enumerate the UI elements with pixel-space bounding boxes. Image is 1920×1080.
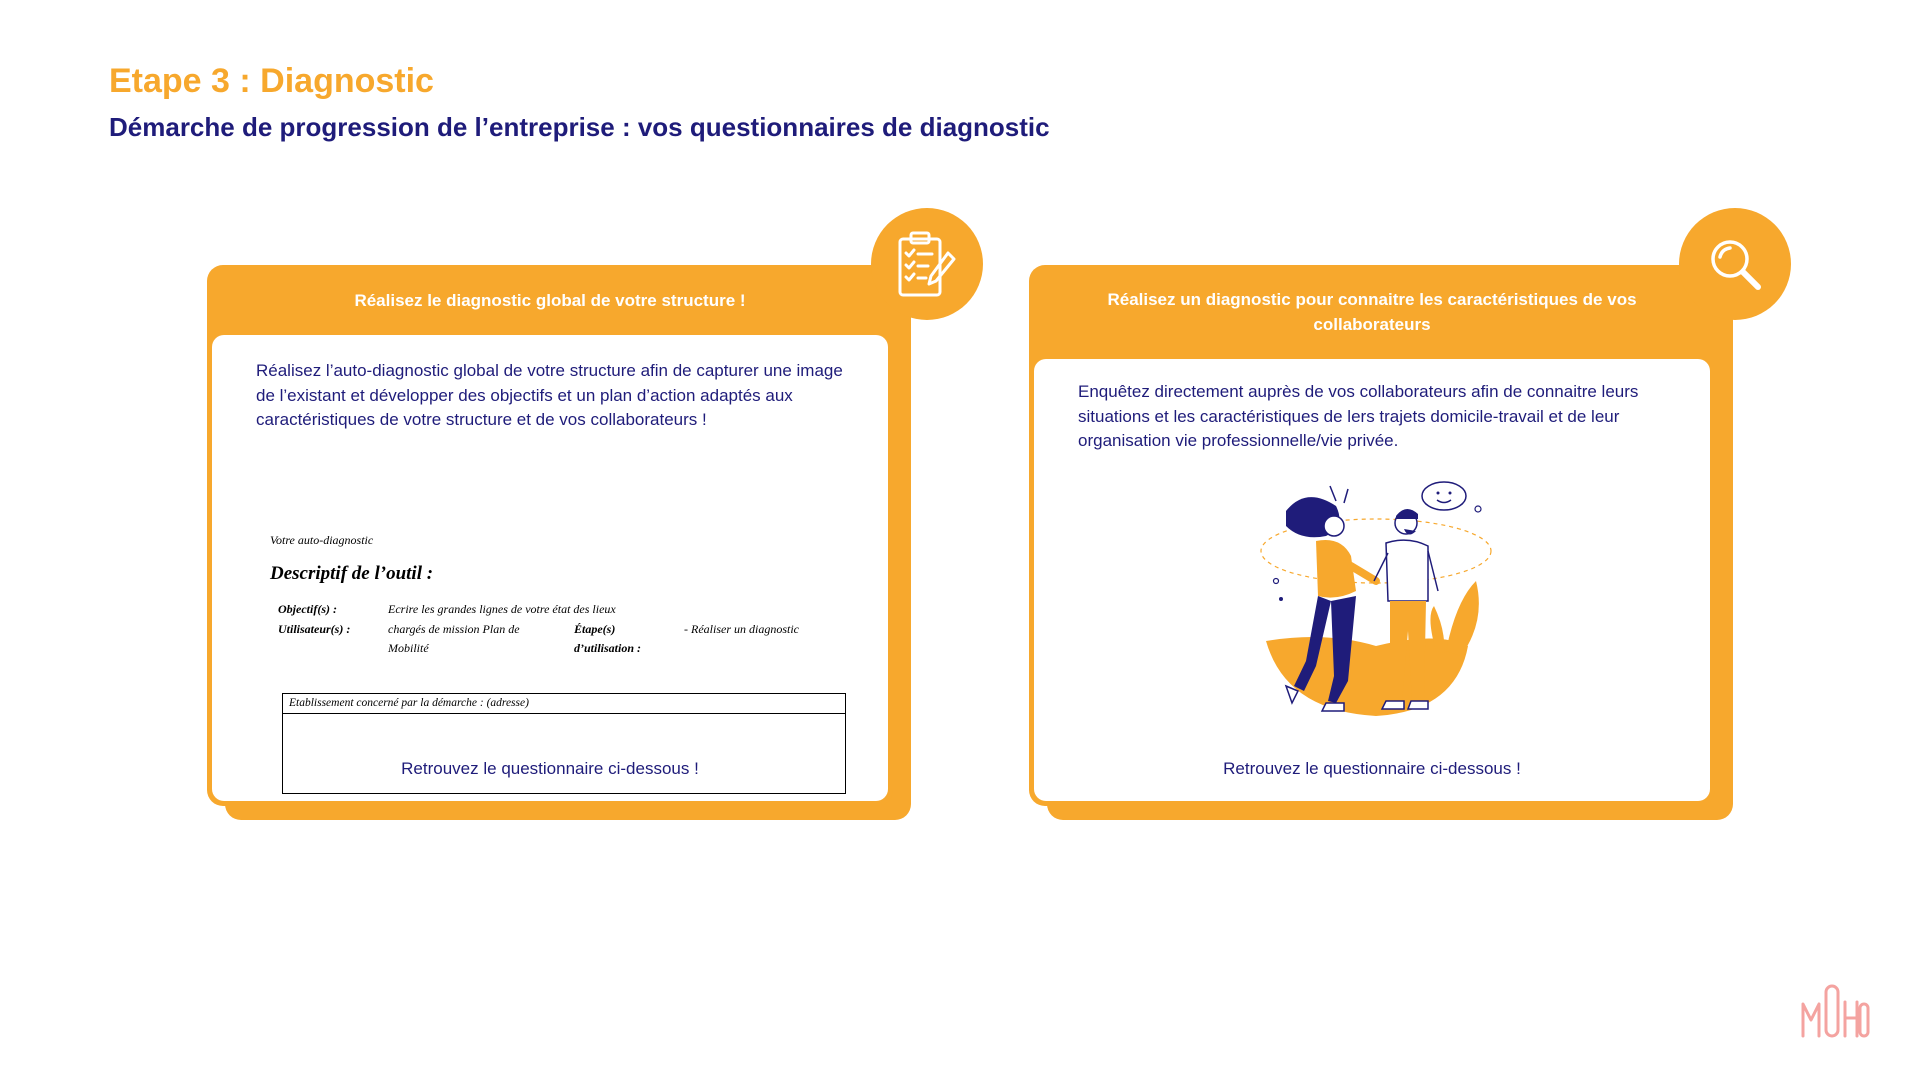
card-heading: Réalisez un diagnostic pour connaitre les caractéristiques de vos collaborateurs bbox=[1107, 290, 1637, 334]
etapes-label-2: d’utilisation : bbox=[574, 641, 642, 655]
etapes-label-1: Étape(s) bbox=[574, 622, 616, 636]
utilisateurs-value-1: chargés de mission Plan de bbox=[388, 622, 520, 636]
page-title: Etape 3 : Diagnostic bbox=[109, 62, 434, 100]
preview-caption: Votre auto-diagnostic bbox=[270, 533, 374, 547]
card-global-diagnostic bbox=[207, 265, 893, 806]
card-body bbox=[212, 335, 888, 801]
card-collaborators-diagnostic bbox=[1029, 265, 1715, 806]
preview-heading: Descriptif de l’outil : bbox=[270, 563, 434, 584]
card-cta[interactable]: Retrouvez le questionnaire ci-dessous ! bbox=[1223, 759, 1521, 778]
clipboard-checklist-icon bbox=[871, 208, 983, 320]
objectifs-label: Objectif(s) : bbox=[278, 602, 337, 616]
moho-logo bbox=[1800, 978, 1870, 1045]
card-heading: Réalisez le diagnostic global de votre structure ! bbox=[354, 290, 746, 310]
card-description: Enquêtez directement auprès de vos collaborateurs afin de connaitre leurs situations et les caractéristiques de lers trajets domicile-travail et de leur organisation vie professionnelle/vie privée. bbox=[1078, 382, 1639, 450]
utilisateurs-value-2: Mobilité bbox=[388, 641, 429, 655]
handshake-illustration bbox=[1256, 481, 1496, 721]
card-cta[interactable]: Retrouvez le questionnaire ci-dessous ! bbox=[401, 759, 699, 778]
card-description: Réalisez l’auto-diagnostic global de votre structure afin de capturer une image de l’existant et développer des objectifs et un plan d’action adaptés aux caractéristiques de votre structure et de vos collaborateurs ! bbox=[256, 361, 843, 429]
etapes-value: - Réaliser un diagnostic bbox=[684, 622, 799, 636]
page-subtitle: Démarche de progression de l’entreprise : vos questionnaires de diagnostic bbox=[109, 112, 1050, 142]
magnifier-icon bbox=[1679, 208, 1791, 320]
card-body bbox=[1034, 359, 1710, 801]
address-box-label: Etablissement concerné par la démarche : (adresse) bbox=[283, 694, 845, 714]
objectifs-value: Ecrire les grandes lignes de votre état des lieux bbox=[388, 602, 616, 616]
utilisateurs-label: Utilisateur(s) : bbox=[278, 622, 351, 636]
